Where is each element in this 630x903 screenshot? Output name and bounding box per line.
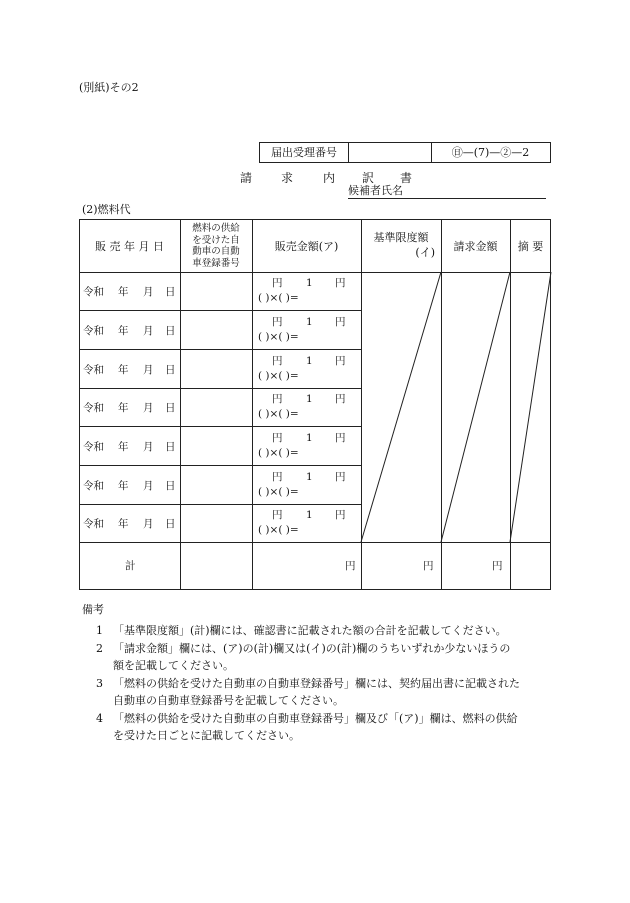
row-year: 年 xyxy=(118,286,129,298)
row-day: 日 xyxy=(165,286,176,298)
row-one: 1 xyxy=(306,277,313,289)
row-month: 月 xyxy=(143,518,154,530)
row-yen: 円 xyxy=(335,277,346,289)
total-limit-yen: 円 xyxy=(423,560,434,572)
row-month: 月 xyxy=(143,441,154,453)
header-claim-amount: 請求金額 xyxy=(453,240,498,253)
row-era: 令和 xyxy=(83,364,104,376)
row-one: 1 xyxy=(306,432,313,444)
limit-diagonal xyxy=(361,272,441,542)
note-line: 自動車の自動車登録番号を記載してください。 xyxy=(113,694,344,707)
row-yen: 円 xyxy=(335,393,346,405)
header-vehicle-line: 動車の自動 xyxy=(192,246,240,257)
note-line: 「請求金額」欄には、(ア)の(計)欄又は(イ)の(計)欄のうちいずれか少ないほうの xyxy=(113,642,511,655)
row-era: 令和 xyxy=(83,325,104,337)
title-char: 内 xyxy=(323,171,336,185)
row-day: 日 xyxy=(165,480,176,492)
row-yen: 円 xyxy=(272,355,283,367)
header-summary: 摘 要 xyxy=(517,240,544,253)
header-vehicle-line: を受けた自 xyxy=(192,234,240,246)
row-year: 年 xyxy=(118,518,129,530)
row-one: 1 xyxy=(306,471,313,483)
row-formula: ( )×( )= xyxy=(258,370,299,382)
header-vehicle-line: 燃料の供給 xyxy=(192,223,240,234)
row-month: 月 xyxy=(143,364,154,376)
row-day: 日 xyxy=(165,518,176,530)
row-yen: 円 xyxy=(335,316,346,328)
note-line: を受けた日ごとに記載してください。 xyxy=(113,729,300,742)
row-yen: 円 xyxy=(335,509,346,521)
header-vehicle-line: 車登録番号 xyxy=(192,257,240,269)
note-number: 3 xyxy=(96,677,103,690)
row-month: 月 xyxy=(143,402,154,414)
row-month: 月 xyxy=(143,325,154,337)
row-yen: 円 xyxy=(335,471,346,483)
header-standard-limit xyxy=(361,230,441,260)
row-formula: ( )×( )= xyxy=(258,292,299,304)
row-formula: ( )×( )= xyxy=(258,486,299,498)
header-sale-date: 販 売 年 月 日 xyxy=(95,240,164,253)
row-one: 1 xyxy=(306,316,313,328)
row-yen: 円 xyxy=(272,471,283,483)
row-yen: 円 xyxy=(272,316,283,328)
row-one: 1 xyxy=(306,509,313,521)
title-char: 請 xyxy=(240,171,253,185)
row-era: 令和 xyxy=(83,518,104,530)
note-number: 4 xyxy=(96,712,103,725)
row-one: 1 xyxy=(306,393,313,405)
receipt-number: ㊐—(7)—②—2 xyxy=(451,146,530,159)
row-formula: ( )×( )= xyxy=(258,447,299,459)
header-vehicle-registration xyxy=(180,223,252,269)
row-era: 令和 xyxy=(83,441,104,453)
notes-heading: 備考 xyxy=(82,603,104,616)
row-year: 年 xyxy=(118,441,129,453)
header-limit-line: (イ) xyxy=(415,246,435,259)
row-year: 年 xyxy=(118,325,129,337)
row-yen: 円 xyxy=(272,277,283,289)
row-formula: ( )×( )= xyxy=(258,331,299,343)
summary-diagonal xyxy=(510,272,551,542)
section-label: (2)燃料代 xyxy=(82,203,131,216)
total-sales-yen: 円 xyxy=(345,560,356,572)
note-line: 額を記載してください。 xyxy=(113,659,234,672)
row-one: 1 xyxy=(306,355,313,367)
title-char: 求 xyxy=(281,171,294,185)
title-char: 書 xyxy=(400,171,413,185)
row-yen: 円 xyxy=(272,509,283,521)
header-limit-line: 基準限度額 xyxy=(373,231,429,244)
header-sales-amount: 販売金額(ア) xyxy=(274,240,339,253)
note-number: 1 xyxy=(96,624,103,637)
row-yen: 円 xyxy=(335,355,346,367)
total-claim-yen: 円 xyxy=(492,560,503,572)
claim-diagonal xyxy=(441,272,510,542)
row-year: 年 xyxy=(118,402,129,414)
receipt-label: 届出受理番号 xyxy=(260,143,349,162)
note-line: 「燃料の供給を受けた自動車の自動車登録番号」欄及び「(ア)」欄は、燃料の供給 xyxy=(113,712,518,725)
row-month: 月 xyxy=(143,286,154,298)
row-month: 月 xyxy=(143,480,154,492)
row-day: 日 xyxy=(165,364,176,376)
row-era: 令和 xyxy=(83,402,104,414)
note-line: 「燃料の供給を受けた自動車の自動車登録番号」欄には、契約届出書に記載された xyxy=(113,677,520,690)
title-char: 訳 xyxy=(362,171,375,185)
row-formula: ( )×( )= xyxy=(258,524,299,536)
row-day: 日 xyxy=(165,325,176,337)
attachment-label: (別紙)その2 xyxy=(79,81,139,94)
row-year: 年 xyxy=(118,480,129,492)
row-era: 令和 xyxy=(83,480,104,492)
row-era: 令和 xyxy=(83,286,104,298)
row-yen: 円 xyxy=(335,432,346,444)
row-day: 日 xyxy=(165,441,176,453)
row-formula: ( )×( )= xyxy=(258,408,299,420)
row-yen: 円 xyxy=(272,432,283,444)
row-day: 日 xyxy=(165,402,176,414)
candidate-name-label: 候補者氏名 xyxy=(348,184,403,197)
row-yen: 円 xyxy=(272,393,283,405)
row-year: 年 xyxy=(118,364,129,376)
note-number: 2 xyxy=(96,642,103,655)
total-label: 計 xyxy=(125,560,136,572)
note-line: 「基準限度額」(計)欄には、確認書に記載された額の合計を記載してください。 xyxy=(113,624,507,637)
